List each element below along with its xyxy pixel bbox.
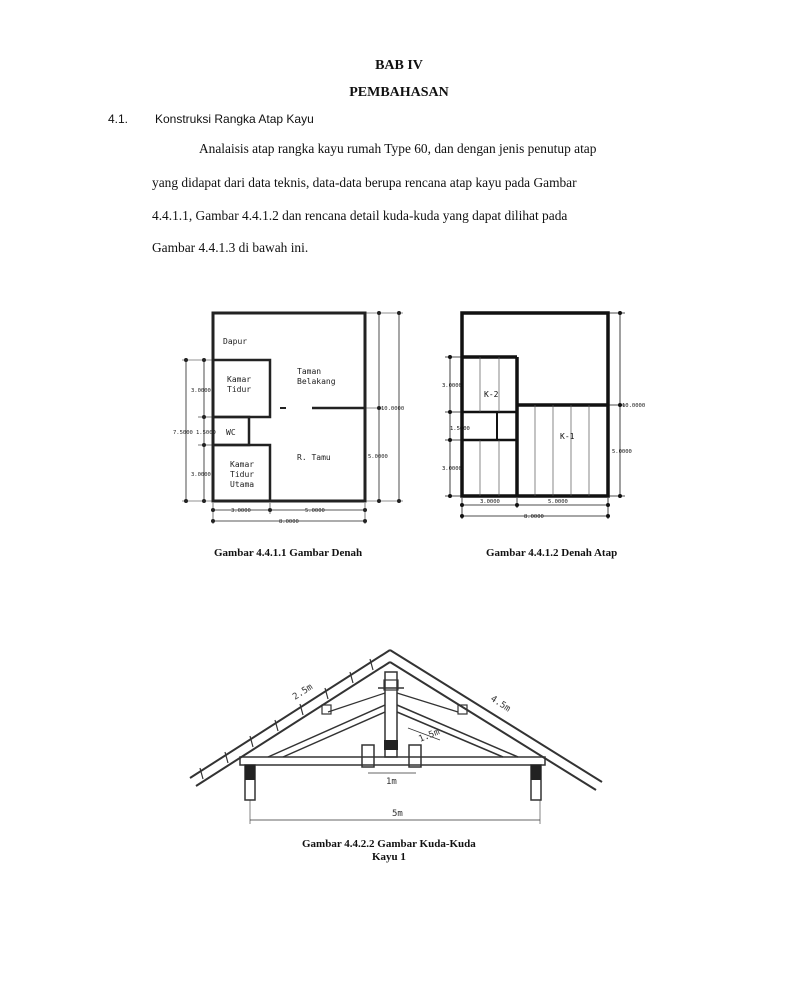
truss-dim-strut: 1.5m [417,727,442,745]
section-title: Konstruksi Rangka Atap Kayu [155,112,314,126]
truss-drawing [185,625,610,830]
roof-dim-right-lower: 5.0000 [612,449,632,455]
paragraph-line-1: Analaisis atap rangka kayu rumah Type 60, dan dengan jenis penutup atap [199,141,597,156]
truss-dim-rafter-left: 2.5m [291,682,315,703]
roof-dim-left-top: 3.0000 [442,383,462,389]
truss-dim-span: 5m [392,809,403,819]
roof-dim-right-total: 10.0000 [622,403,646,409]
roof-dim-bottom-right: 5.0000 [548,499,568,505]
room-kamar-label-1: Kamar [227,375,252,384]
room-kamar-label-2: Tidur [227,385,252,394]
truss-dim-center: 1m [386,777,397,787]
room-utama-label-2: Tidur [230,470,255,479]
truss-dim-rafter-right: 4.5m [488,694,513,715]
room-wc-label: WC [226,428,236,437]
dim-left-top: 3.0000 [191,388,211,394]
caption-kuda-line-1: Gambar 4.4.2.2 Gambar Kuda-Kuda [302,838,476,850]
room-utama-label-1: Kamar [230,460,255,469]
chapter-title: PEMBAHASAN [349,85,449,100]
dim-bottom-total: 8.0000 [279,519,299,525]
room-taman-label-1: Taman [297,367,322,376]
floor-plan-drawing [170,305,405,530]
dim-bottom-left: 3.0000 [231,508,251,514]
room-taman-label-2: Belakang [297,377,336,386]
roof-dim-left-mid: 1.5000 [450,426,470,432]
paragraph-line-4: Gambar 4.4.1.3 di bawah ini. [152,240,309,255]
caption-atap: Gambar 4.4.1.2 Denah Atap [486,547,618,559]
roof-dim-bottom-total: 8.0000 [524,514,544,520]
dim-bottom-right: 5.0000 [305,508,325,514]
room-utama-label-3: Utama [230,480,255,489]
caption-kuda-line-2: Kayu 1 [372,851,406,863]
paragraph-line-2: yang didapat dari data teknis, data-data berupa rencana atap kayu pada Gambar [152,175,577,190]
dim-right-total: 10.0000 [381,406,405,412]
roof-k1-label: K-1 [560,432,575,441]
roof-plan-drawing [435,305,685,525]
dim-left-mid: 1.5000 [196,430,216,436]
chapter-heading: BAB IV [375,58,423,73]
section-number: 4.1. [108,112,129,126]
roof-dim-left-bottom: 3.0000 [442,466,462,472]
dim-left-total: 7.5000 [173,430,193,436]
roof-k2-label: K-2 [484,390,499,399]
room-dapur-label: Dapur [223,337,248,346]
caption-denah: Gambar 4.4.1.1 Gambar Denah [214,547,363,559]
roof-dim-bottom-left: 3.0000 [480,499,500,505]
paragraph-line-3: 4.4.1.1, Gambar 4.4.1.2 dan rencana detail kuda-kuda yang dapat dilihat pada [152,208,568,223]
dim-right-lower: 5.0000 [368,454,388,460]
room-rtamu-label: R. Tamu [297,453,331,462]
dim-left-bottom: 3.0000 [191,472,211,478]
